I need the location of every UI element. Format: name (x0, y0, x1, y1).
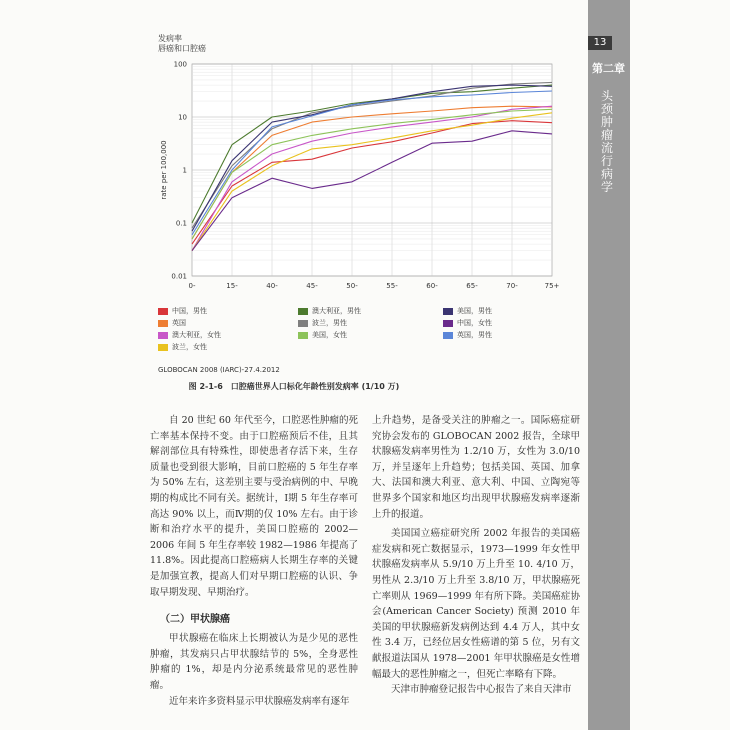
right-margin (630, 0, 730, 730)
legend-swatch (443, 308, 453, 315)
x-tick-label: 55- (386, 282, 398, 290)
legend-item (298, 306, 361, 316)
incidence-line-chart (0, 0, 588, 300)
y-tick-label: 0.01 (171, 272, 187, 281)
x-tick-label: 0- (188, 282, 196, 290)
chapter-number: 第二章 (592, 62, 625, 75)
legend-item (158, 330, 221, 340)
legend-label: 澳大利亚，男性 (312, 307, 361, 315)
legend-label: 中国，男性 (172, 307, 207, 315)
legend-swatch (298, 332, 308, 339)
figure-y-heading-line1: 发病率 (158, 34, 182, 43)
chapter-title: 头颈肿瘤流行病学 (601, 89, 614, 194)
legend-swatch (443, 332, 453, 339)
legend-item (158, 318, 186, 328)
x-tick-label: 70- (506, 282, 518, 290)
paragraph: 甲状腺癌在临床上长期被认为是少见的恶性肿瘤，其发病只占甲状腺结节的 5%，全身恶性肿瘤的 1%，却是内分泌系统最常见的恶性肿瘤。 (150, 633, 358, 691)
text-column-right (372, 413, 580, 698)
x-tick-label: 75+ (544, 282, 560, 290)
legend-swatch (158, 320, 168, 327)
legend-label: 英国 (172, 319, 186, 327)
legend-label: 美国，男性 (457, 307, 492, 315)
legend-item (298, 330, 347, 340)
paragraph: 近年来许多资料显示甲状腺癌发病率有逐年 (169, 695, 350, 707)
page-number: 13 (588, 36, 612, 50)
legend-item (443, 330, 492, 340)
legend-item (158, 306, 207, 316)
figure-y-heading-line2: 唇癌和口腔癌 (158, 44, 206, 53)
chart-legend (158, 306, 578, 362)
legend-swatch (298, 320, 308, 327)
figure-source: GLOBOCAN 2008 (IARC)-27.4.2012 (158, 366, 280, 374)
x-tick-label: 15- (226, 282, 238, 290)
y-tick-label: 10 (178, 113, 187, 122)
paragraph: 上升趋势，是备受关注的肿瘤之一。国际癌症研究协会发布的 GLOBOCAN 2002 报告，全球甲状腺癌发病率男性为 1.2/10 万，女性为 3.0/10 万，并呈逐年上升趋势；包括美国、英国、加拿大、法国和澳大利亚、意大利、中国、立陶宛等世界多个国家和地区均出现甲状腺癌发病率逐渐上升的报道。 (372, 415, 580, 520)
legend-item (443, 306, 492, 316)
chart-grid (192, 64, 552, 276)
section-heading: （二）甲状腺癌 (160, 614, 230, 626)
legend-item (298, 318, 347, 328)
paragraph: 美国国立癌症研究所 2002 年报告的美国癌症发病和死亡数据显示，1973—1999 年女性甲状腺癌发病率从 5.9/10 万上升至 10. 4/10 万，男性从 2.3/10 万上升至 3.8/10 万，甲状腺癌死亡率则从 1969—1999 年有所下降。美国癌症协会(American Cancer Society) 预测 2010 年美国的甲状腺癌新发病例达到 4.4 万人，其中女性 3.4 万，已经位居女性癌谱的第 5 位，另有文献报道法国从 1978—2001 年甲状腺癌是女性增幅最大的恶性肿瘤之一，但死亡率略有下降。 (372, 528, 580, 680)
legend-label: 美国，女性 (312, 331, 347, 339)
legend-swatch (443, 320, 453, 327)
paragraph: 天津市肿瘤登记报告中心报告了来自天津市 (391, 684, 572, 696)
text-column-left (150, 413, 358, 709)
legend-label: 英国，男性 (457, 331, 492, 339)
legend-label: 波兰，女性 (172, 343, 207, 351)
legend-item (158, 342, 207, 352)
y-axis-title: rate per 100,000 (160, 140, 168, 200)
x-tick-label: 65- (466, 282, 478, 290)
legend-swatch (158, 308, 168, 315)
legend-swatch (158, 344, 168, 351)
x-tick-label: 50- (346, 282, 358, 290)
figure-caption: 图 2-1-6 口腔癌世界人口标化年龄性别发病率 (1/10 万) (188, 382, 400, 391)
y-tick-label: 1 (182, 166, 187, 175)
y-tick-label: 100 (173, 60, 187, 69)
x-tick-label: 40- (266, 282, 278, 290)
x-tick-label: 45- (306, 282, 318, 290)
legend-swatch (158, 332, 168, 339)
legend-item (443, 318, 492, 328)
legend-swatch (298, 308, 308, 315)
paragraph: 自 20 世纪 60 年代至今，口腔恶性肿瘤的死亡率基本保持不变。由于口腔癌预后不佳，且其解剖部位具有特殊性，即使患者存活下来，生存质量也受到很大影响，目前口腔癌的 5 年生存率为 50% 左右，这差别主要与受治病例的中、早晚期的构成比不同有关。据统计，Ⅰ期 5 年生存率可高达 90% 以上，而Ⅳ期的仅 10% 左右。由于诊断和治疗水平的提升，美国口腔癌的 2002—2006 年间 5 年生存率较 1982—1986 年提高了 11.8%。因此提高口腔癌病人长期生存率的关键是加强宣教，提高人们对早期口腔癌的认识、争取早期发现、早期治疗。 (150, 415, 358, 598)
y-tick-label: 0.1 (175, 219, 187, 228)
legend-label: 波兰，男性 (312, 319, 347, 327)
x-tick-label: 60- (426, 282, 438, 290)
legend-label: 澳大利亚，女性 (172, 331, 221, 339)
legend-label: 中国，女性 (457, 319, 492, 327)
